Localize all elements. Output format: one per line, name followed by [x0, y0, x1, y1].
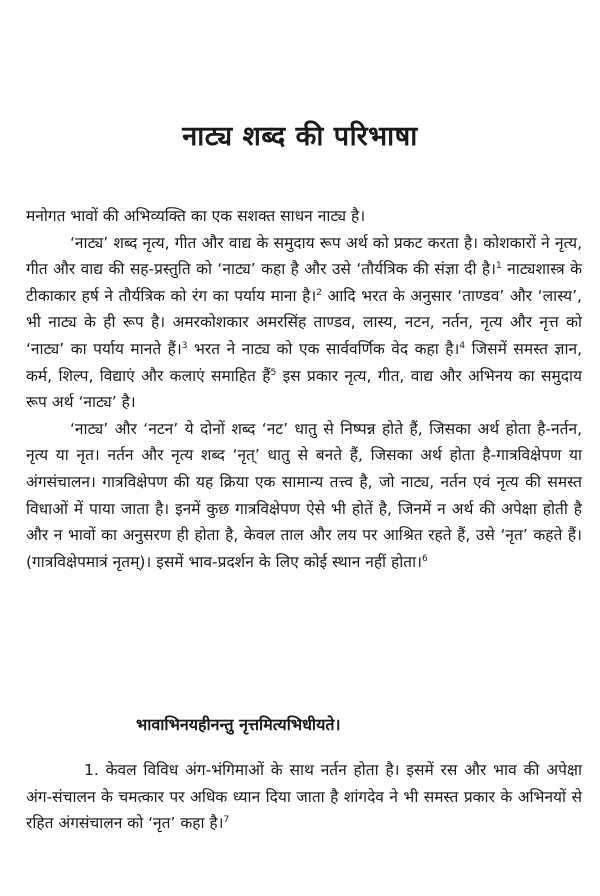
footnote-marker-1: 1 — [496, 261, 502, 272]
text-run: 1. केवल विविध अंग-भंगिमाओं के साथ नर्तन होता है। इसमें रस और भाव की अपेक्षा अंग-संचालन के चमत्कार पर अधिक ध्यान दिया जाता है शांगदेव ने भी समस्त प्रकार के अभिनयों से रहित अंगसंचालन को ‘नृत’ कहा है। — [26, 761, 582, 833]
text-run: जिसमें समस्त ज्ञान, कर्म, शिल्प, विद्याएं और कलाएं समाहित हैं — [26, 339, 583, 385]
main-text — [26, 203, 582, 575]
text-run: नाट्यशास्त्र के टीकाकार हर्ष ने तौर्यत्रिक को रंग का पर्याय माना है। — [26, 260, 583, 305]
footnote-1 — [26, 757, 582, 837]
text-run: ‘नाट्य’ और ‘नटन’ ये दोनों शब्द ‘नट’ धातु से निष्पन्न होते हैं, जिसका अर्थ होता है-नर्तन, नृत्य या नृत। नर्तन और नृत्य शब्द ‘नृत्’ धातु से बनते हैं, जिसका अर्थ होता है-गात्रविक्षेपण या अंगसंचालन। गात्रविक्षेपण की यह क्रिया एक सामान्य तत्त्व है, जो नाट्य, नर्तन एवं नृत्य की समस्त विधाओं में पाया जाता है। इनमें कुछ गात्रविक्षेपण ऐसे भी होतें है, जिनमें न अर्थ की अपेक्षा होती है और न भावों का अनुसरण ही होता है, केवल ताल और लय पर आश्रित रहते हैं, उसे ‘नृत’ कहते हैं। (गात्रविक्षेपमात्रं नृतम्)। इसमें भाव-प्रदर्शन के लिए कोई स्थान नहीं होता। — [26, 419, 582, 571]
text-run: भरत ने नाट्य को एक सार्ववर्णिक वेद कहा है। — [187, 339, 460, 358]
text-run: ‘नाट्य’ शब्द नृत्य, गीत और वाद्य के समुदाय रूप अर्थ को प्रकट करता है। कोशकारों ने नृत्य, गीत और वाद्य की सह-प्रस्तुति को ‘नाट्य’ कहा है और उसे ‘तौर्यत्रिक की संज्ञा दी है। — [26, 233, 582, 279]
paragraph-nat-dhatu — [26, 416, 582, 576]
footnote-marker-4: 4 — [459, 340, 466, 351]
footnote-section — [26, 757, 582, 837]
sanskrit-verse: भावाभिनयहीनन्तु नृत्तमित्यभिधीयते। — [136, 715, 341, 734]
paragraph-natya-definition — [26, 230, 582, 416]
text-run: इस प्रकार नृत्य, गीत, वाद्य और अभिनय का समुदाय रूप अर्थ ‘नाट्य’ है। — [26, 366, 582, 412]
text-run: आदि भरत के अनुसार ‘ताण्डव’ और ‘लास्य’, भी नाट्य के ही रूप है। अमरकोशकार अमरसिंह ताण्डव, लास्य, नटन, नर्तन, नृत्य और नृत्त को ‘नाट्य’ का पर्याय मानते हैं। — [26, 286, 582, 358]
paragraph-intro: मनोगत भावों की अभिव्यक्ति का एक सशक्त साधन नाट्य है। — [26, 207, 366, 225]
footnote-marker-5: 5 — [270, 367, 277, 378]
footnote-marker-7: 7 — [223, 815, 230, 826]
footnote-marker-3: 3 — [181, 340, 188, 351]
footnote-marker-2: 2 — [316, 287, 322, 298]
footnote-marker-6: 6 — [421, 553, 428, 564]
page-title: नाट्य शब्द की परिभाषा — [182, 121, 418, 152]
